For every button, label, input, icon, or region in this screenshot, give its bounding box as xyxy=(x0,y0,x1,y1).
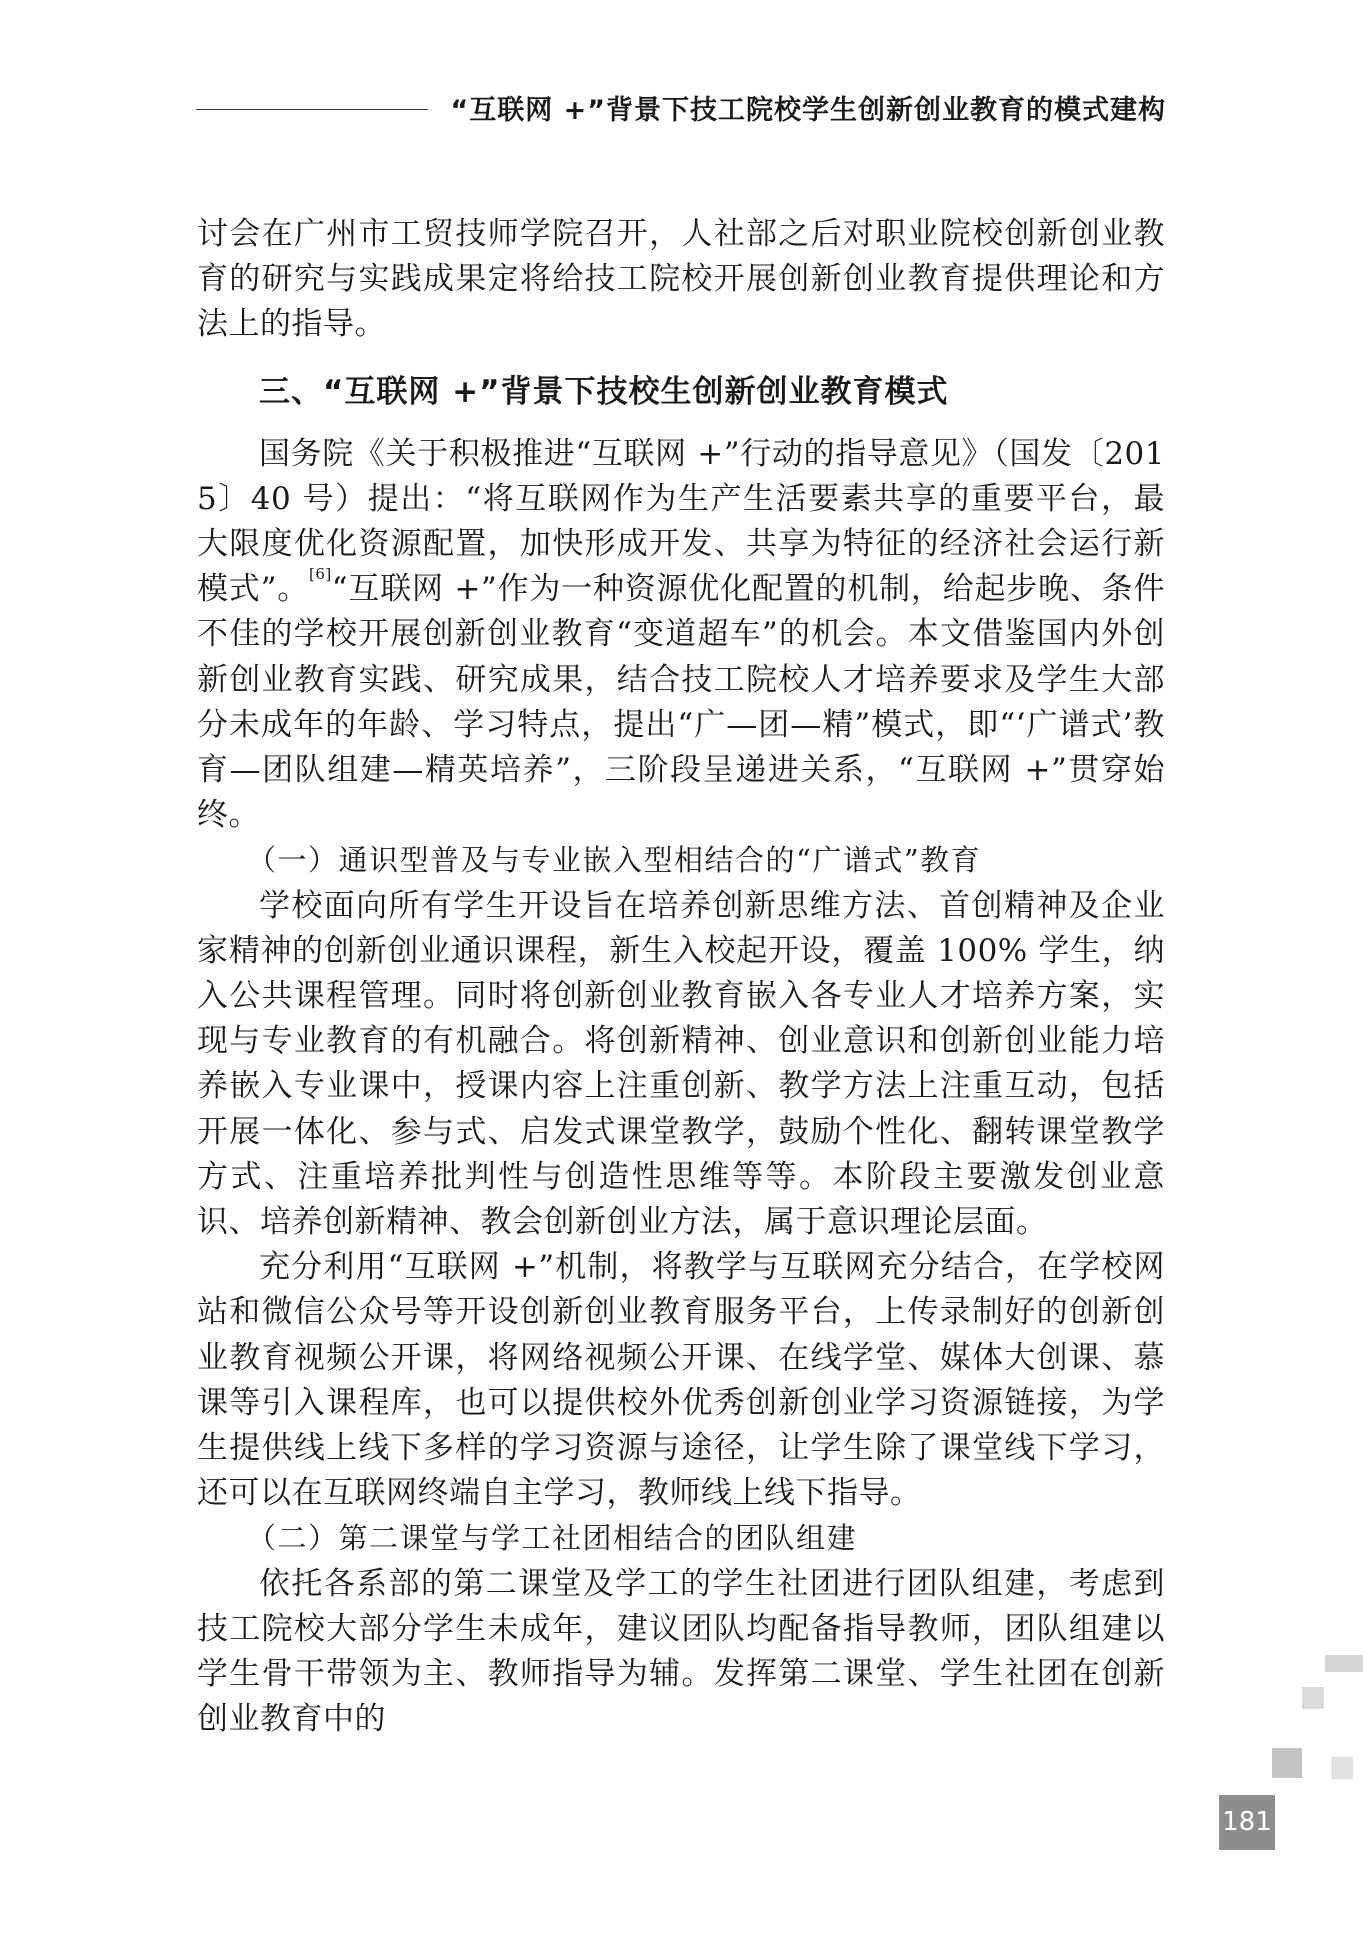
subsection1-paragraph-2: 充分利用“互联网 +”机制，将教学与互联网充分结合，在学校网站和微信公众号等开设创新创业教育服务平台，上传录制好的创新创业教育视频公开课，将网络视频公开课、在线学堂、媒体大创课、慕课等引入课程库，也可以提供校外优秀创新创业学习资源链接，为学生提供线上线下多样的学习资源与途径，让学生除了课堂线下学习，还可以在互联网终端自主学习，教师线上线下指导。 xyxy=(197,1249,1165,1512)
header-rule xyxy=(196,109,428,110)
article-body xyxy=(197,212,1165,1743)
decorative-square xyxy=(1331,1757,1353,1779)
subsection2-paragraph-1: 依托各系部的第二课堂及学工的学生社团进行团队组建，考虑到技工院校大部分学生未成年，建议团队均配备指导教师，团队组建以学生骨干带领为主、教师指导为辅。发挥第二课堂、学生社团在创新创业教育中的 xyxy=(197,1565,1165,1738)
section-heading: 三、“互联网 +”背景下技校生创新创业教育模式 xyxy=(259,373,949,410)
section-intro-paragraph xyxy=(197,432,1165,839)
subsection-heading-2: （二）第二课堂与学工社团相结合的团队组建 xyxy=(247,1521,858,1556)
intro-text-before-ref: 国务院《关于积极推进“互联网 +”行动的指导意见》（国发〔2015〕40 号）提出：“将互联网作为生产生活要素共享的重要平台，最大限度优化资源配置，加快形成开发、共享为特征的经济社会运行新模式”。 xyxy=(197,435,1165,608)
page-number: 181 xyxy=(1219,1795,1275,1850)
decorative-square xyxy=(1302,1687,1324,1709)
intro-text-after-ref: “互联网 +”作为一种资源优化配置的机制，给起步晚、条件不佳的学校开展创新创业教育“变道超车”的机会。本文借鉴国内外创新创业教育实践、研究成果，结合技工院校人才培养要求及学生大部分未成年的年龄、学习特点，提出“广—团—精”模式，即“‘广谱式’教育—团队组建—精英培养”，三阶段呈递进关系，“互联网 +”贯穿始终。 xyxy=(197,571,1165,834)
running-header-title: “互联网 +”背景下技工院校学生创新创业教育的模式建构 xyxy=(450,95,1166,126)
decorative-square xyxy=(1325,1655,1363,1672)
running-header xyxy=(196,88,1166,128)
decorative-square xyxy=(1272,1748,1302,1778)
continued-paragraph: 讨会在广州市工贸技师学院召开，人社部之后对职业院校创新创业教育的研究与实践成果定将给技工院校开展创新创业教育提供理论和方法上的指导。 xyxy=(197,216,1165,343)
citation-ref: [6] xyxy=(309,565,332,584)
subsection1-paragraph-1: 学校面向所有学生开设旨在培养创新思维方法、首创精神及企业家精神的创新创业通识课程，新生入校起开设，覆盖 100% 学生，纳入公共课程管理。同时将创新创业教育嵌入各专业人才培养方案，实现与专业教育的有机融合。将创新精神、创业意识和创新创业能力培养嵌入专业课中，授课内容上注重创新、教学方法上注重互动，包括开展一体化、参与式、启发式课堂教学，鼓励个性化、翻转课堂教学方式、注重培养批判性与创造性思维等等。本阶段主要激发创业意识、培养创新精神、教会创新创业方法，属于意识理论层面。 xyxy=(197,887,1165,1241)
subsection-heading-1: （一）通识型普及与专业嵌入型相结合的“广谱式”教育 xyxy=(247,843,982,878)
